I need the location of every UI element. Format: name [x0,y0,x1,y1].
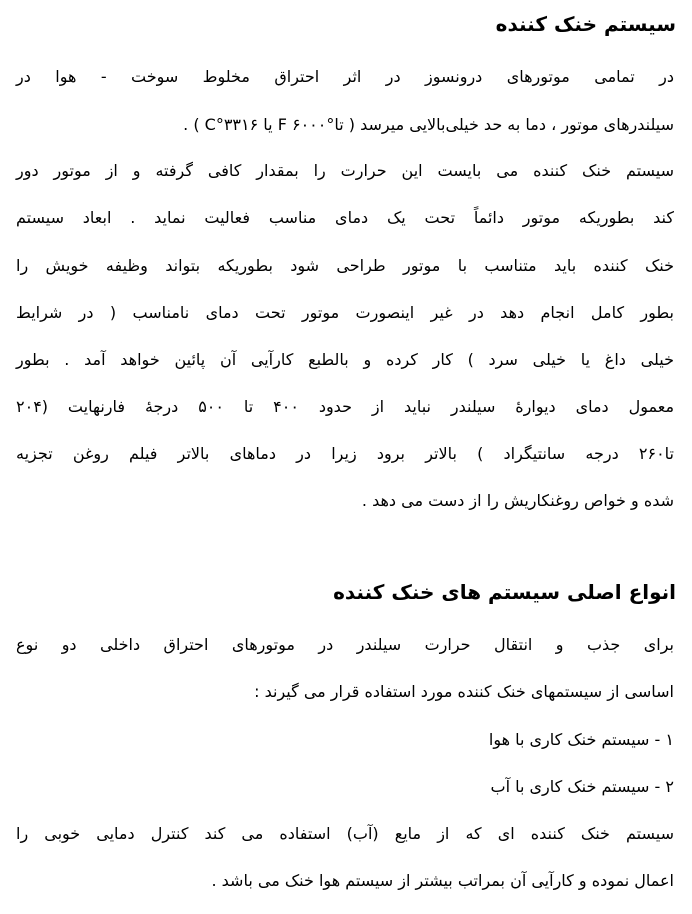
paragraph-line: سیستم خنک کننده ای که از مایع (آب) استفاده می کند کنترل دمایی خوبی را [16,824,674,843]
section-title-cooling-system: سیستم خنک کننده [495,12,676,36]
paragraph-line: در تمامی موتورهای درونسوز در اثر احتراق مخلوط سوخت - هوا در [16,67,674,86]
list-item-water-cooling: ۲ - سیستم خنک کاری با آب [490,777,674,796]
list-item-air-cooling: ۱ - سیستم خنک کاری با هوا [488,730,674,749]
paragraph-line: خنک کننده باید متناسب با موتور طراحی شود بطوریکه بتواند وظیفه خویش را [16,256,674,275]
paragraph-line: اساسی از سیستمهای خنک کننده مورد استفاده قرار می گیرند : [254,682,674,701]
paragraph-line: خیلی داغ یا خیلی سرد ) کار کرده و بالطبع کارآیی آن پائین خواهد آمد . بطور [16,350,674,369]
paragraph-line: سیستم خنک کننده می بایست این حرارت را بمقدار کافی گرفته و از موتور دور [16,161,674,180]
paragraph-line: سیلندرهای موتور ، دما به حد خیلی‌بالایی میرسد ( تا°F ۶۰۰۰ یا ۳۳۱۶°C ) . [183,115,674,134]
paragraph-line: اعمال نموده و کارآیی آن بمراتب بیشتر از سیستم هوا خنک می باشد . [211,871,674,890]
paragraph-line: تا۲۶۰ درجه سانتیگراد ) بالاتر برود زیرا در دماهای بالاتر فیلم روغن تجزیه [16,444,674,463]
section-title-cooling-types: انواع اصلی سیستم های خنک کننده [333,580,676,604]
paragraph-line: معمول دمای دیوارهٔ سیلندر نباید از حدود ۴۰۰ تا ۵۰۰ درجهٔ فارنهایت (۲۰۴ [16,397,675,416]
paragraph-line: کند بطوریکه موتور دائماً تحت یک دمای مناسب فعالیت نماید . ابعاد سیستم [16,208,674,227]
paragraph-line: شده و خواص روغنکاریش را از دست می دهد . [361,491,674,510]
paragraph-line: بطور کامل انجام دهد در غیر اینصورت موتور تحت دمای نامناسب ( در شرایط [16,303,674,322]
paragraph-line: برای جذب و انتقال حرارت سیلندر در موتورهای احتراق داخلی دو نوع [16,635,674,654]
